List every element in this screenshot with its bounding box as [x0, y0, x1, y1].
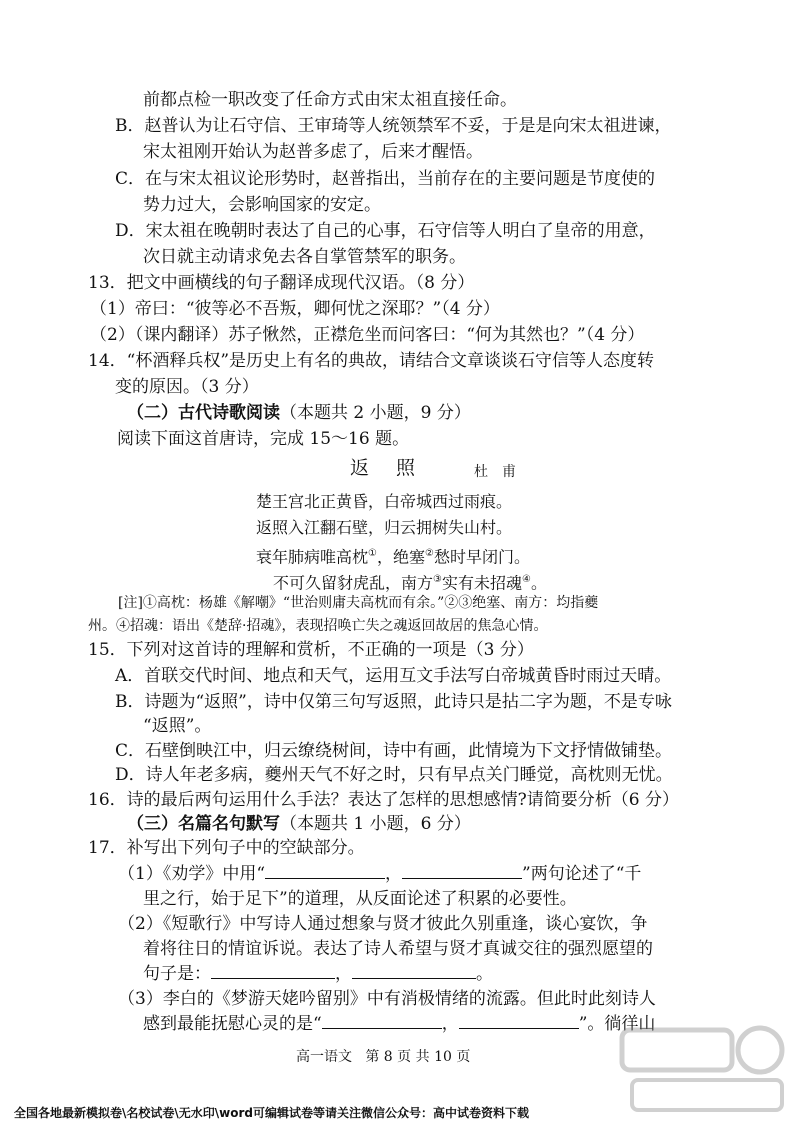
- section-3-heading: [127, 812, 471, 836]
- question-17-3-line1: （3）李白的《梦游天姥吟留别》中有消极情绪的流露。但此时此刻诗人: [118, 989, 656, 1009]
- page-footer: [296, 1046, 470, 1066]
- section-3-note: （本题共 1 小题，6 分）: [280, 814, 471, 834]
- poem-line-3-b: ，绝塞: [376, 547, 425, 567]
- q17-1-text-c: ”两句论述了“千: [522, 864, 642, 884]
- footnote-mark-1: ①: [368, 548, 377, 559]
- blank-17-1-b[interactable]: [402, 862, 522, 879]
- poem-line-4-a: 不可久留豺虎乱，南方: [273, 573, 434, 593]
- section-2-note: （本题共 2 小题，9 分）: [280, 403, 471, 423]
- question-17-2-line3: [143, 962, 493, 986]
- question-15: 15．下列对这首诗的理解和赏析，不正确的一项是（3 分）: [88, 640, 534, 660]
- option-b-line2: 宋太祖刚开始认为赵普多虑了，后来才醒悟。: [143, 142, 483, 162]
- option-c-line1: C．在与宋太祖议论形势时，赵普指出，当前存在的主要问题是节度使的: [115, 169, 656, 189]
- question-13-2: （2）（课内翻译）苏子愀然，正襟危坐而问客曰：“何为其然也？”（4 分）: [90, 325, 645, 345]
- section-2-title: （二）古代诗歌阅读: [127, 403, 280, 423]
- poem-line-4-c: 。: [530, 573, 547, 593]
- option-b-line1: B．赵普认为让石守信、王审琦等人统领禁军不妥，于是是向宋太祖进谏，: [115, 116, 672, 136]
- bottom-banner: 全国各地最新模拟卷\名校试卷\无水印\word可编辑试卷等请关注微信公众号：高中试卷资料下载: [14, 1106, 529, 1120]
- footnote-mark-4: ④: [522, 574, 531, 585]
- footer-course: 高一语文: [296, 1049, 352, 1065]
- q17-3-text-b: ，: [441, 1014, 459, 1034]
- question-13-1: （1）帝曰：“彼等必不吾叛，卿何忧之深耶？”（4 分）: [90, 299, 500, 319]
- poem-line-1: 楚王宫北正黄昏，白帝城西过雨痕。: [256, 492, 513, 511]
- question-14-line2: 变的原因。（3 分）: [115, 377, 259, 397]
- question-16: 16．诗的最后两句运用什么手法？表达了怎样的思想感情?请简要分析（6 分）: [88, 790, 679, 810]
- q17-2-text-b: ，: [335, 964, 352, 984]
- q17-1-text-b: ，: [385, 864, 403, 884]
- question-15-c: C．石壁倒映江中，归云缭绕树间，诗中有画，此情境为下文抒情做铺垫。: [115, 741, 673, 761]
- poem-note-line1: [注]①高枕：杨雄《解嘲》“世治则庸夫高枕而有余。”②③绝塞、南方：均指夔: [118, 595, 599, 611]
- question-17-2-line2: 着将往日的情谊诉说。表达了诗人希望与贤才真诚交往的强烈愿望的: [143, 939, 653, 959]
- q17-2-text-a: 句子是：: [143, 964, 211, 984]
- question-15-d: D．诗人年老多病，夔州天气不好之时，只有早点关门睡觉，高枕则无忧。: [115, 765, 673, 785]
- section-2-heading: [127, 401, 471, 425]
- poem-line-3: [256, 542, 530, 569]
- poem-line-3-c: 愁时早闭门。: [433, 547, 530, 567]
- q17-2-text-c: 。: [476, 964, 493, 984]
- reading-instruction: 阅读下面这首唐诗，完成 15～16 题。: [117, 429, 410, 449]
- poem-line-2: 返照入江翻石壁，归云拥树失山村。: [256, 518, 513, 537]
- blank-17-2-b[interactable]: [352, 962, 476, 979]
- poem-title: 返 照: [350, 457, 420, 479]
- poem-line-3-a: 衰年肺病唯高枕: [256, 547, 369, 567]
- question-17-1-line2: 里之行，始于足下”的道理，从反面论述了积累的必要性。: [143, 889, 577, 909]
- blank-17-3-b[interactable]: [459, 1012, 579, 1029]
- footer-page-number: 第 8 页 共 10 页: [365, 1049, 471, 1065]
- blank-17-1-a[interactable]: [265, 862, 385, 879]
- question-15-b-line2: “返照”。: [143, 716, 212, 736]
- question-15-a: A．首联交代时间、地点和天气，运用互文手法写白帝城黄昏时雨过天晴。: [115, 666, 672, 686]
- option-c-line2: 势力过大，会影响国家的安定。: [143, 195, 381, 215]
- question-17-3-line2: [143, 1012, 655, 1036]
- question-17: 17．补写出下列句子中的空缺部分。: [88, 838, 365, 858]
- question-17-2-line1: （2）《短歌行》中写诗人通过想象与贤才彼此久别重逢，谈心宴饮，争: [118, 914, 648, 934]
- q17-1-text-a: （1）《劝学》中用“: [118, 864, 266, 884]
- q17-3-text-a: 感到最能抚慰心灵的是“: [143, 1014, 322, 1034]
- question-17-1-line1: [118, 862, 641, 886]
- blank-17-2-a[interactable]: [211, 962, 335, 979]
- option-d-line2: 次日就主动请求免去各自掌管禁军的职务。: [143, 247, 466, 267]
- footnote-mark-3: ③: [433, 574, 442, 585]
- question-13: 13．把文中画横线的句子翻译成现代汉语。（8 分）: [88, 273, 475, 293]
- option-a-cont: 前都点检一职改变了任命方式由宋太祖直接任命。: [143, 90, 517, 110]
- question-15-b-line1: B．诗题为“返照”，诗中仅第三句写返照，此诗只是拈二字为题，不是专咏: [115, 692, 672, 712]
- blank-17-3-a[interactable]: [322, 1012, 442, 1029]
- poem-author: 杜 甫: [474, 464, 516, 480]
- option-d-line1: D．宋太祖在晚朝时表达了自己的心事，石守信等人明白了皇帝的用意，: [115, 221, 656, 241]
- q17-3-text-c: ”。徜徉山: [578, 1014, 656, 1034]
- poem-line-4-b: 实有未招魂: [441, 573, 522, 593]
- poem-note-line2: 州。④招魂：语出《楚辞·招魂》，表现招唤亡失之魂返回故居的焦急心情。: [88, 618, 548, 634]
- footnote-mark-2: ②: [425, 548, 434, 559]
- section-3-title: （三）名篇名句默写: [127, 814, 280, 834]
- question-14-line1: 14．“杯酒释兵权”是历史上有名的典故，请结合文章谈谈石守信等人态度转: [88, 351, 655, 371]
